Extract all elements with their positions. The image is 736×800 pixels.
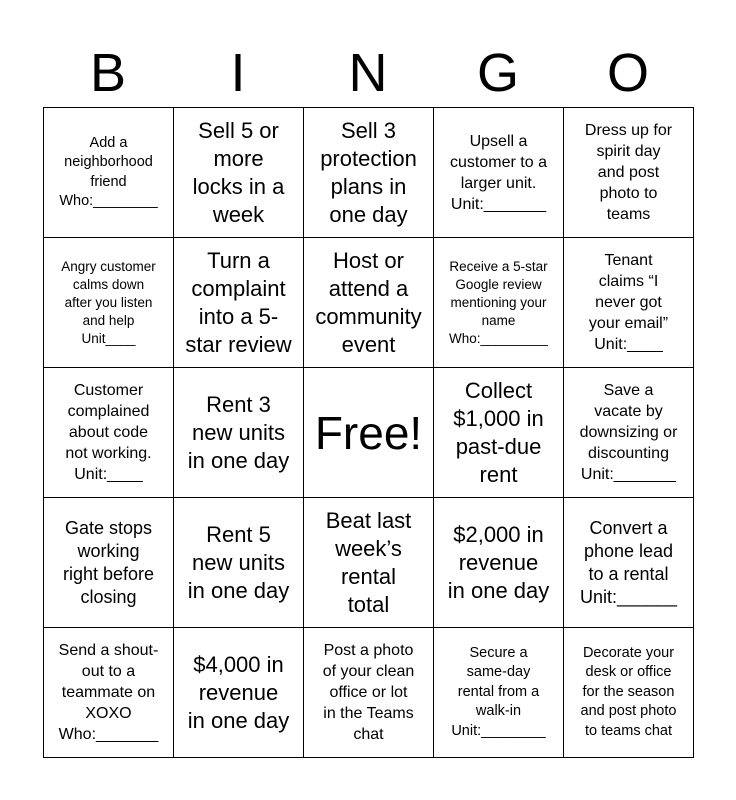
cell-text: Tenant claims “I never got your email” Unit:____ bbox=[588, 252, 669, 353]
bingo-cell-n5[interactable] bbox=[304, 628, 434, 758]
bingo-cell-n4[interactable] bbox=[304, 498, 434, 628]
bingo-cell-g3[interactable] bbox=[434, 368, 564, 498]
bingo-cell-i1[interactable] bbox=[174, 108, 304, 238]
bingo-cell-g2[interactable] bbox=[434, 238, 564, 368]
bingo-cell-n2[interactable] bbox=[304, 238, 434, 368]
cell-text: Send a shout- out to a teammate on XOXO Who:_______ bbox=[58, 642, 159, 743]
bingo-cell-b3[interactable] bbox=[44, 368, 174, 498]
header-letter-b: B bbox=[89, 43, 127, 103]
cell-text: Post a photo of your clean office or lot in the Teams chat bbox=[322, 642, 415, 743]
header-letter-n: N bbox=[348, 43, 388, 103]
cell-text: Turn a complaint into a 5- star review bbox=[185, 247, 292, 357]
bingo-cell-b1[interactable] bbox=[44, 108, 174, 238]
bingo-cell-o1[interactable] bbox=[564, 108, 694, 238]
bingo-cell-i4[interactable] bbox=[174, 498, 304, 628]
cell-text: Dress up for spirit day and post photo to teams bbox=[584, 122, 673, 223]
header-letter-o: O bbox=[606, 43, 649, 103]
cell-text: Gate stops working right before closing bbox=[62, 517, 155, 607]
cell-text: Receive a 5-star Google review mentioning your name Who:_________ bbox=[448, 258, 549, 346]
cell-text: Rent 5 new units in one day bbox=[187, 521, 290, 603]
cell-text: Angry customer calms down after you listen and help Unit____ bbox=[61, 258, 156, 346]
cell-text: Add a neighborhood friend Who:________ bbox=[59, 134, 158, 209]
bingo-cell-free[interactable] bbox=[304, 368, 434, 498]
bingo-cell-b2[interactable] bbox=[44, 238, 174, 368]
cell-text: $2,000 in revenue in one day bbox=[447, 521, 550, 603]
bingo-cell-i5[interactable] bbox=[174, 628, 304, 758]
cell-text: Convert a phone lead to a rental Unit:______ bbox=[579, 517, 678, 607]
cell-text: Upsell a customer to a larger unit. Unit:_______ bbox=[450, 132, 547, 213]
cell-text: Rent 3 new units in one day bbox=[187, 391, 290, 473]
free-space-text: Free! bbox=[314, 406, 423, 459]
bingo-board bbox=[43, 107, 694, 758]
bingo-header bbox=[43, 40, 693, 106]
bingo-cell-o5[interactable] bbox=[564, 628, 694, 758]
cell-text: $4,000 in revenue in one day bbox=[187, 651, 290, 733]
bingo-cell-b4[interactable] bbox=[44, 498, 174, 628]
cell-text: Save a vacate by downsizing or discounting Unit:_______ bbox=[579, 382, 678, 483]
cell-text: Sell 5 or more locks in a week bbox=[192, 117, 285, 227]
header-letter-i: I bbox=[230, 43, 246, 103]
bingo-cell-o2[interactable] bbox=[564, 238, 694, 368]
cell-text: Decorate your desk or office for the season and post photo to teams chat bbox=[580, 644, 677, 739]
cell-text: Host or attend a community event bbox=[315, 247, 422, 357]
bingo-cell-o3[interactable] bbox=[564, 368, 694, 498]
cell-text: Customer complained about code not working. Unit:____ bbox=[65, 382, 152, 483]
header-letter-g: G bbox=[476, 43, 519, 103]
cell-text: Secure a same-day rental from a walk-in Unit:________ bbox=[451, 644, 546, 739]
bingo-cell-g4[interactable] bbox=[434, 498, 564, 628]
bingo-cell-g1[interactable] bbox=[434, 108, 564, 238]
bingo-cell-n1[interactable] bbox=[304, 108, 434, 238]
bingo-cell-i3[interactable] bbox=[174, 368, 304, 498]
bingo-cell-g5[interactable] bbox=[434, 628, 564, 758]
bingo-cell-o4[interactable] bbox=[564, 498, 694, 628]
cell-text: Collect $1,000 in past-due rent bbox=[453, 377, 544, 487]
bingo-cell-b5[interactable] bbox=[44, 628, 174, 758]
cell-text: Sell 3 protection plans in one day bbox=[320, 117, 417, 227]
bingo-cell-i2[interactable] bbox=[174, 238, 304, 368]
cell-text: Beat last week’s rental total bbox=[325, 507, 412, 617]
